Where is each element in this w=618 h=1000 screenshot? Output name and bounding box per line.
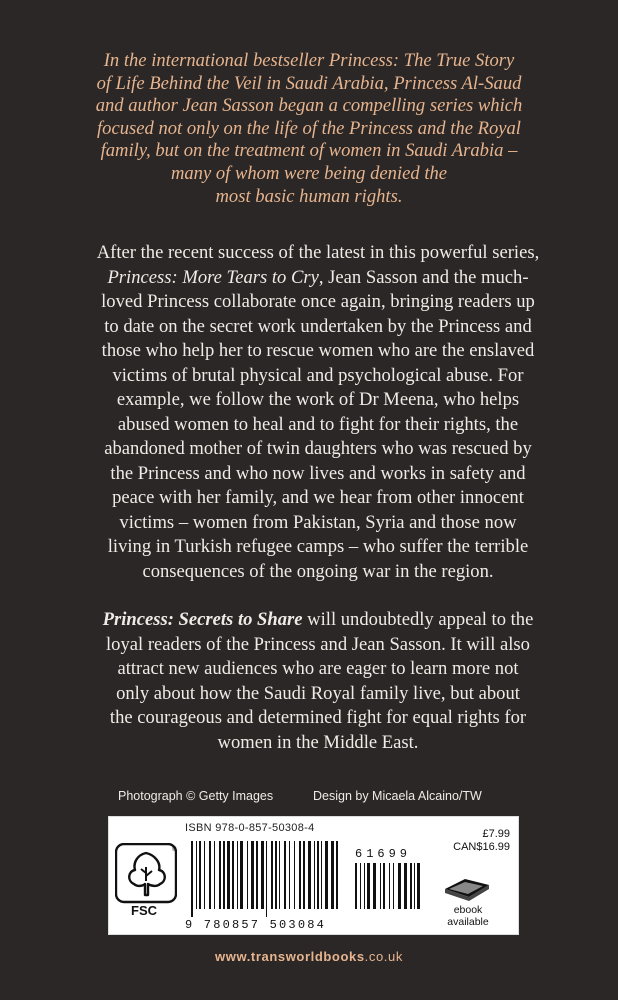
body-line: victims of brutal physical and psychological abuse. For	[112, 364, 524, 386]
barcode-bars	[191, 841, 343, 917]
book-title-italic: Princess: More Tears to Cry	[107, 266, 319, 288]
body-line	[68, 266, 568, 291]
ebook-label-line1: ebook	[453, 904, 483, 916]
body-line-part: will undoubtedly appeal to the	[302, 609, 534, 630]
intro-line-part: Princess Al-Saud	[393, 72, 522, 94]
photo-credit: Photograph © Getty Images	[118, 789, 274, 803]
body-line: attract new audiences who are eager to learn more not	[117, 658, 519, 679]
body-line: peace with her family, and we hear from other innocent	[112, 487, 524, 508]
body-line: only about how the Saudi Royal family live, but about	[116, 682, 520, 704]
intro-line: most basic human rights.	[215, 185, 403, 207]
intro-line: focused not only on the life of the Princess and the Royal	[97, 117, 521, 139]
publisher-website[interactable]	[0, 949, 618, 964]
website-name: www.transworldbooks	[215, 949, 365, 964]
price-block	[453, 828, 510, 854]
body-line: loved Princess collaborate once again, bringing readers up	[101, 291, 535, 312]
body-paragraph-1	[68, 241, 568, 584]
addon-barcode-bars	[355, 863, 423, 917]
website-domain: .co.uk	[364, 949, 403, 964]
body-line: women in the Middle East.	[217, 731, 419, 753]
body-line: abandoned mother of twin daughters who was rescued by	[104, 438, 532, 459]
body-paragraph-2	[68, 608, 568, 755]
addon-digits: 61699	[355, 847, 412, 861]
intro-line-part: of Life Behind the Veil in Saudi Arabia,	[96, 72, 394, 94]
barcode-digits: 9 780857 503084	[185, 918, 327, 932]
ebook-label	[436, 904, 500, 928]
body-line: to date on the secret work undertaken by the Princess and	[104, 315, 532, 337]
book-title-bold-italic: Princess: Secrets to Share	[102, 609, 303, 630]
intro-line: In the international bestseller Princess: The True Story	[103, 50, 515, 71]
body-line: those who help her to rescue women who are the enslaved	[101, 340, 535, 361]
intro-line: and author Jean Sasson began a compelling series which	[95, 95, 523, 117]
body-line-part: , Jean Sasson and the much-	[318, 266, 529, 288]
body-line: consequences of the ongoing war in the region.	[142, 560, 494, 582]
ebook-label-line2: available	[447, 916, 489, 928]
body-line: abused women to heal and to fight for their rights, the	[117, 413, 519, 435]
intro-blurb	[52, 50, 566, 208]
body-line: the courageous and determined fight for equal rights for	[109, 707, 527, 728]
body-line: the Princess and who now lives and works in safety and	[110, 462, 526, 484]
price-gbp: £7.99	[482, 828, 510, 840]
ebook-icon	[443, 873, 491, 903]
body-line: victims – women from Pakistan, Syria and those now	[119, 511, 517, 533]
fsc-label: FSC	[131, 903, 157, 918]
svg-text:®: ®	[172, 847, 177, 853]
design-credit: Design by Micaela Alcaino/TW	[313, 789, 482, 803]
body-line	[68, 608, 568, 633]
body-line: After the recent success of the latest in this powerful series,	[96, 242, 540, 263]
body-line: living in Turkish refugee camps – who suffer the terrible	[107, 536, 529, 557]
intro-line: family, but on the treatment of women in Saudi Arabia –	[100, 140, 518, 162]
price-can: CAN$16.99	[453, 841, 510, 853]
body-line: loyal readers of the Princess and Jean Sasson. It will also	[106, 633, 530, 655]
intro-line	[52, 73, 566, 96]
isbn-text: ISBN 978-0-857-50308-4	[185, 822, 315, 834]
body-line: example, we follow the work of Dr Meena, who helps	[116, 389, 520, 410]
barcode-panel	[108, 816, 519, 935]
intro-line: many of whom were being denied the	[170, 162, 448, 184]
